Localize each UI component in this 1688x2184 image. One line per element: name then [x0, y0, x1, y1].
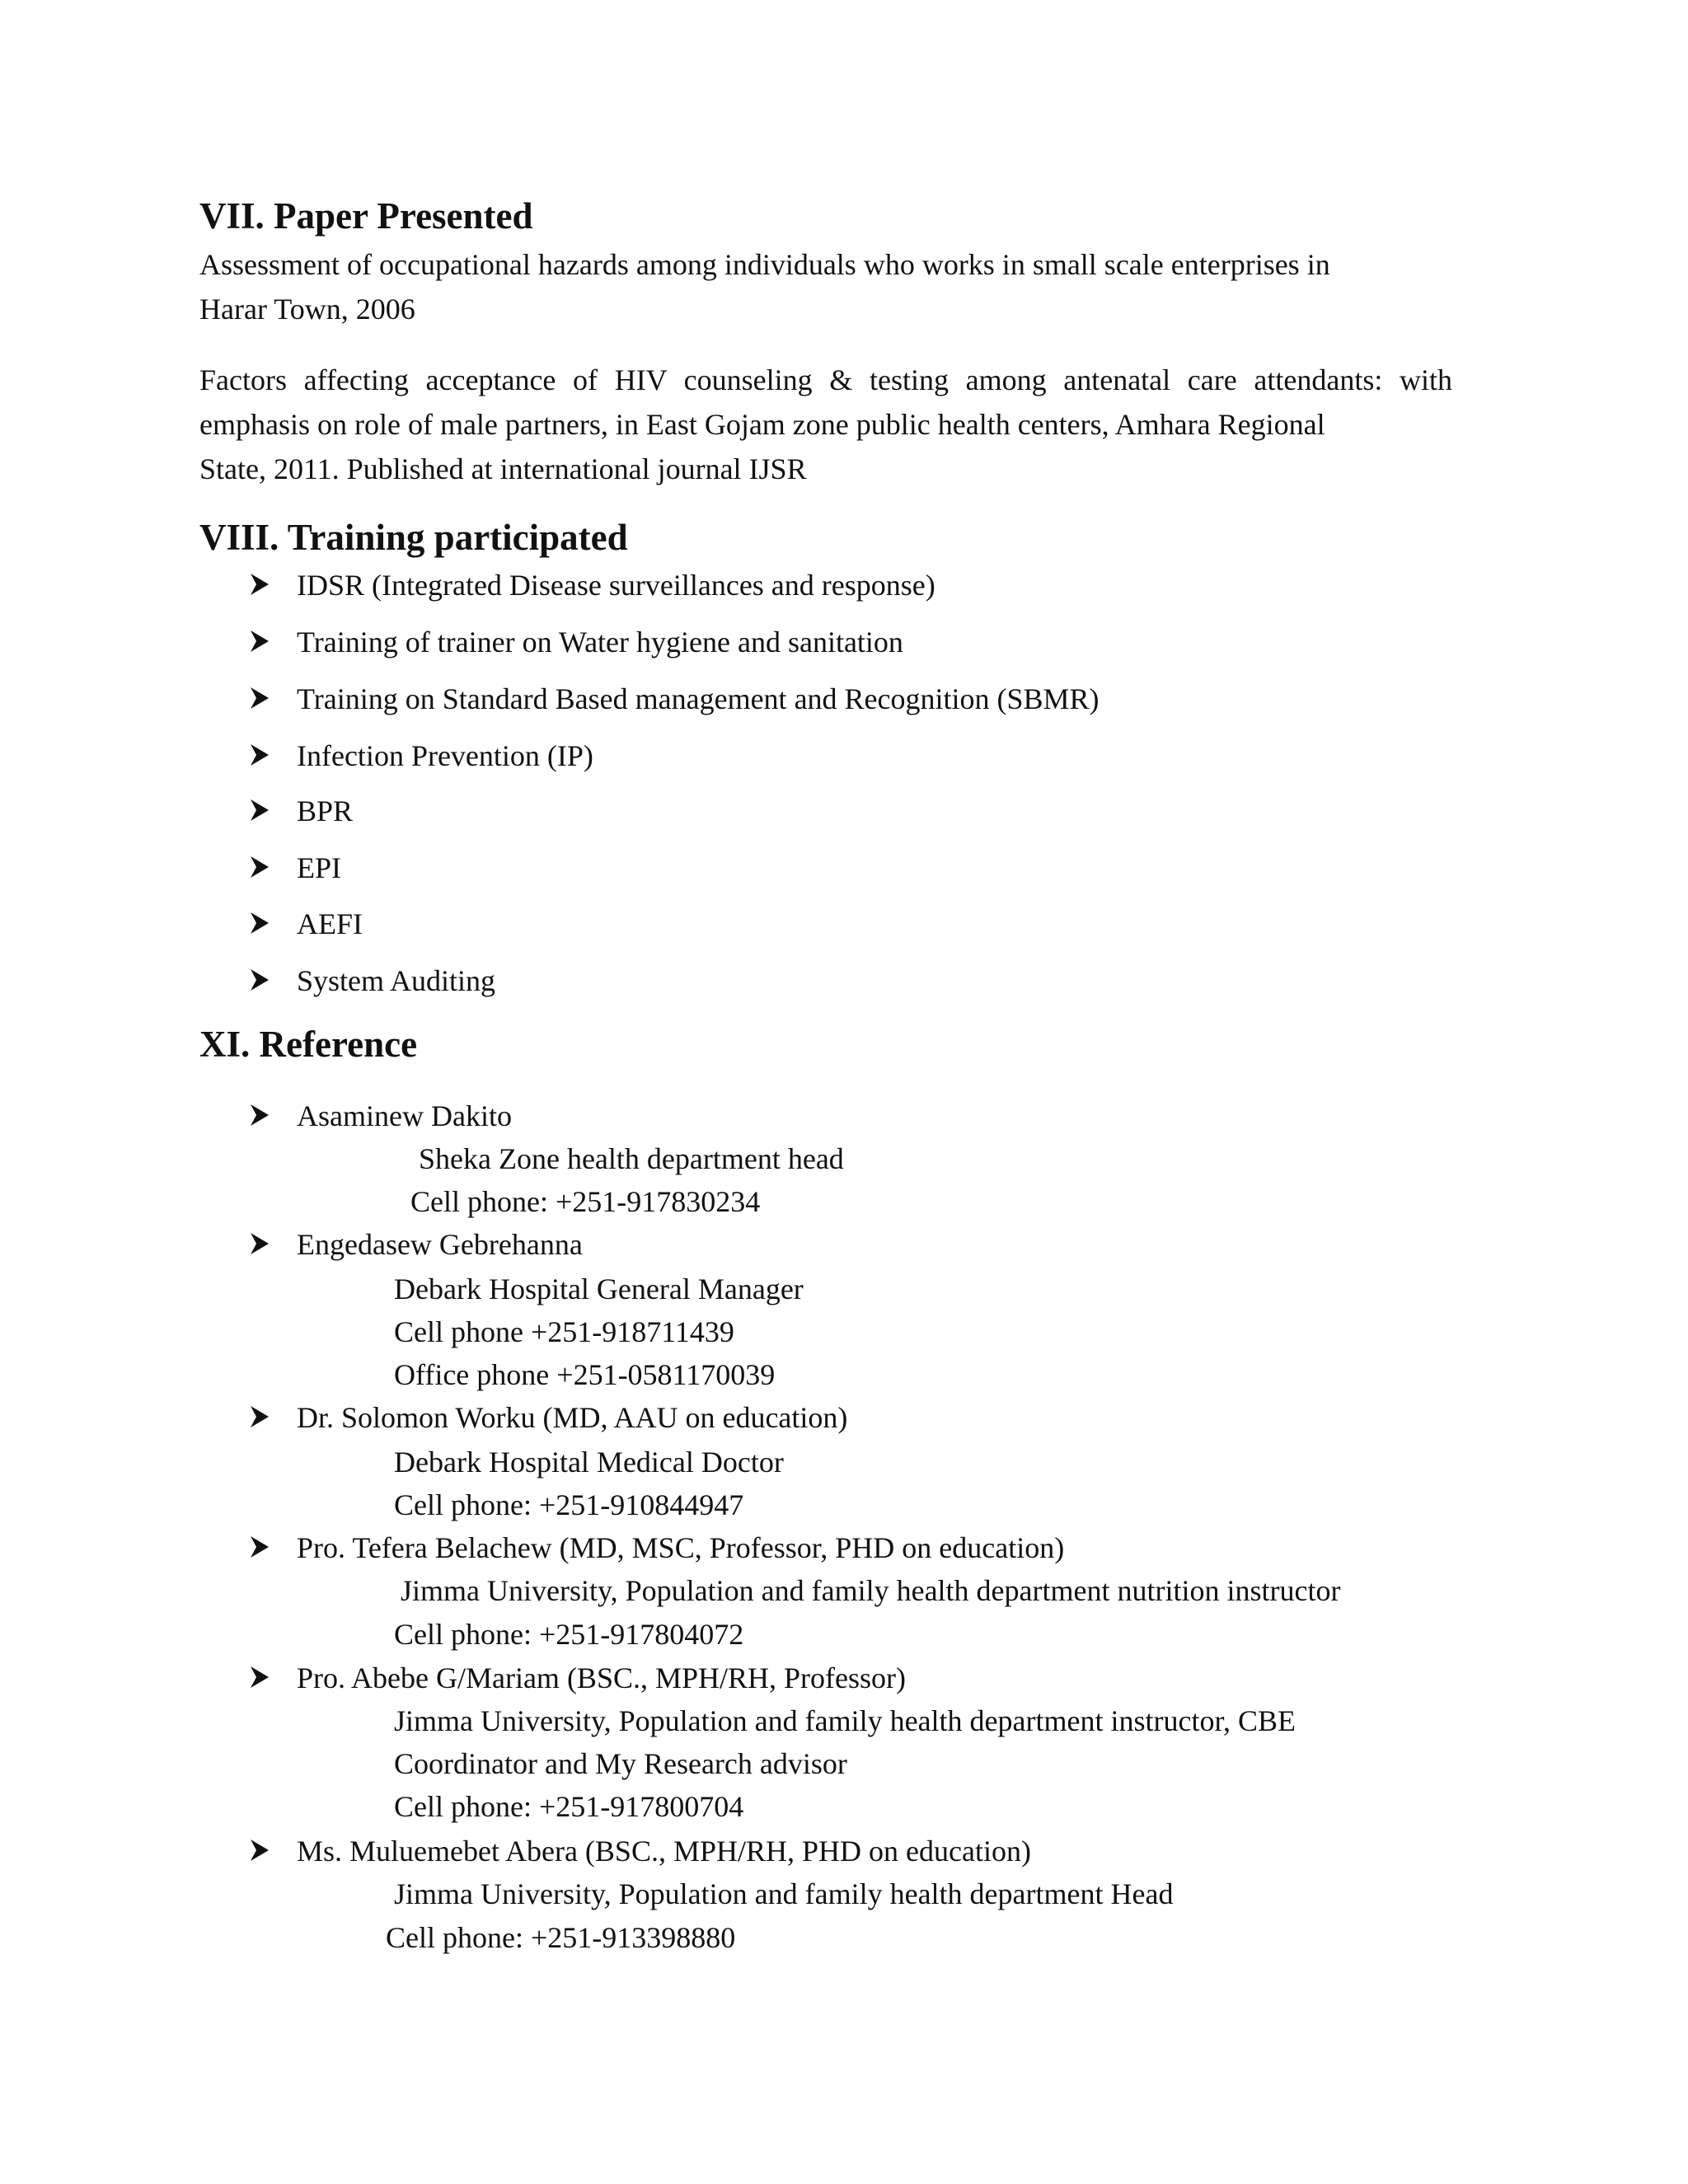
reference-detail-line: Cell phone: +251-910844947	[394, 1488, 744, 1521]
list-item-label: Ms. Muluemebet Abera (BSC., MPH/RH, PHD on education)	[297, 1835, 1031, 1868]
reference-detail-line: Jimma University, Population and family health department nutrition instructor	[401, 1574, 1341, 1607]
paper-item-text: Factors affecting acceptance of HIV counseling & testing among antenatal care attendants: with emphasis on role of male partners, in East Gojam zone public health centers, Amhara Regional	[199, 363, 1452, 441]
paper-item-last-line: Harar Town, 2006	[199, 293, 415, 326]
list-item-label: System Auditing	[297, 964, 496, 997]
arrow-bullet-icon	[249, 572, 270, 597]
list-item-label: EPI	[297, 851, 341, 884]
list-item-label: IDSR (Integrated Disease surveillances and response)	[297, 569, 935, 602]
list-item-label: Engedasew Gebrehanna	[297, 1228, 583, 1261]
list-item-label: Pro. Abebe G/Mariam (BSC., MPH/RH, Professor)	[297, 1661, 906, 1694]
arrow-bullet-icon	[249, 968, 270, 992]
reference-detail-line: Office phone +251-0581170039	[394, 1358, 776, 1391]
arrow-bullet-icon	[249, 743, 270, 767]
list-item-label: Infection Prevention (IP)	[297, 739, 593, 772]
reference-detail-line: Sheka Zone health department head	[419, 1142, 844, 1175]
arrow-bullet-icon	[249, 1535, 270, 1559]
reference-detail-line: Cell phone: +251-913398880	[386, 1921, 736, 1954]
list-item-label: Training on Standard Based management and Recognition (SBMR)	[297, 682, 1100, 715]
reference-detail-line: Debark Hospital Medical Doctor	[394, 1446, 784, 1479]
section-heading-paper: VII. Paper Presented	[199, 195, 533, 237]
list-item-label: Training of trainer on Water hygiene and sanitation	[297, 626, 903, 658]
arrow-bullet-icon	[249, 1103, 270, 1127]
paper-item-text: Assessment of occupational hazards among individuals who works in small scale enterprises in	[199, 248, 1330, 281]
arrow-bullet-icon	[249, 855, 270, 879]
arrow-bullet-icon	[249, 686, 270, 710]
list-item-label: Asaminew Dakito	[297, 1099, 512, 1132]
list-item-label: BPR	[297, 794, 354, 827]
paper-item	[199, 358, 1452, 491]
reference-detail-line: Jimma University, Population and family health department Head	[394, 1877, 1174, 1910]
arrow-bullet-icon	[249, 1404, 270, 1429]
arrow-bullet-icon	[249, 798, 270, 823]
reference-detail-line: Cell phone: +251-917830234	[410, 1185, 761, 1218]
reference-detail-line: Coordinator and My Research advisor	[394, 1747, 847, 1780]
arrow-bullet-icon	[249, 1231, 270, 1256]
paper-item-last-line: State, 2011. Published at international journal IJSR	[199, 452, 807, 485]
paper-item	[199, 242, 1452, 331]
reference-detail-line: Debark Hospital General Manager	[394, 1272, 804, 1305]
section-heading-training: VIII. Training participated	[199, 517, 628, 558]
reference-detail-line: Jimma University, Population and family health department instructor, CBE	[394, 1704, 1296, 1737]
section-heading-reference: XI. Reference	[199, 1024, 418, 1065]
arrow-bullet-icon	[249, 629, 270, 654]
arrow-bullet-icon	[249, 911, 270, 935]
arrow-bullet-icon	[249, 1838, 270, 1863]
arrow-bullet-icon	[249, 1665, 270, 1690]
list-item-label: AEFI	[297, 907, 363, 940]
list-item-label: Pro. Tefera Belachew (MD, MSC, Professor, PHD on education)	[297, 1531, 1065, 1564]
reference-detail-line: Cell phone +251-918711439	[394, 1315, 734, 1348]
reference-detail-line: Cell phone: +251-917800704	[394, 1790, 744, 1823]
reference-detail-line: Cell phone: +251-917804072	[394, 1618, 744, 1651]
list-item-label: Dr. Solomon Worku (MD, AAU on education)	[297, 1401, 848, 1434]
